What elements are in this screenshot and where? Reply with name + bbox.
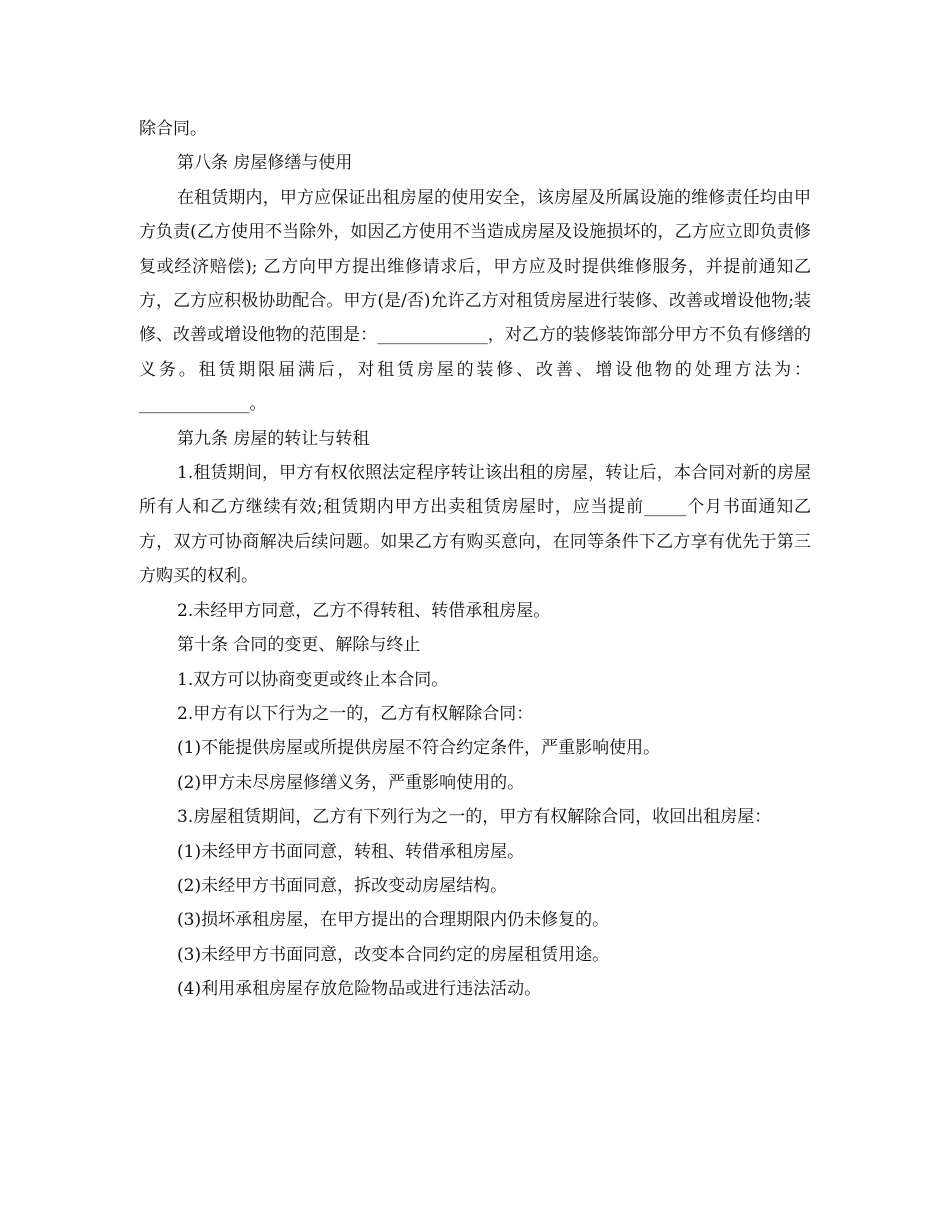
- paragraph-4: 第九条 房屋的转让与转租: [177, 428, 370, 449]
- paragraph-11: (2)甲方未尽房屋修缮义务，严重影响使用的。: [177, 772, 525, 793]
- paragraph-2: 第八条 房屋修缮与使用: [177, 153, 353, 174]
- paragraph-13: (1)未经甲方书面同意，转租、转借承租房屋。: [177, 841, 525, 862]
- paragraph-12: 3.房屋租赁期间，乙方有下列行为之一的，甲方有权解除合同，收回出租房屋：: [177, 807, 772, 828]
- paragraph-3: 在租赁期内，甲方应保证出租房屋的使用安全，该房屋及所属设施的维修责任均由甲方负责(乙方使用不当除外，如因乙方使用不当造成房屋及设施损坏的，乙方应立即负责修复或经济赔偿); 乙方向甲方提出维修请求后，甲方应及时提供维修服务，并提前通知乙方，乙方应积极协助配合。甲方(是/否)允许乙方对租赁房屋进行装修、改善或增设他物;装修、改善或增设他物的范围是：_____________，对乙方的装修装饰部分甲方不负有修缮的义务。租赁期限届满后，对租赁房屋的装修、改善、增设他物的处理方法为：_____________。: [139, 187, 811, 415]
- paragraph-6: 2.未经甲方同意，乙方不得转租、转借承租房屋。: [177, 600, 551, 621]
- paragraph-5: 1.租赁期间，甲方有权依照法定程序转让该出租的房屋，转让后，本合同对新的房屋所有人和乙方继续有效;租赁期内甲方出卖租赁房屋时，应当提前_____个月书面通知乙方，双方可协商解决后续问题。如果乙方有购买意向，在同等条件下乙方享有优先于第三方购买的权利。: [139, 463, 811, 587]
- paragraph-15: (3)损坏承租房屋，在甲方提出的合理期限内仍未修复的。: [177, 910, 610, 931]
- paragraph-16: (3)未经甲方书面同意，改变本合同约定的房屋租赁用途。: [177, 944, 610, 965]
- paragraph-14: (2)未经甲方书面同意，拆改变动房屋结构。: [177, 875, 508, 896]
- paragraph-7: 第十条 合同的变更、解除与终止: [177, 635, 421, 656]
- paragraph-9: 2.甲方有以下行为之一的，乙方有权解除合同：: [177, 703, 534, 724]
- document-body: [139, 112, 811, 1007]
- paragraph-8: 1.双方可以协商变更或终止本合同。: [177, 669, 449, 690]
- paragraph-10: (1)不能提供房屋或所提供房屋不符合约定条件，严重影响使用。: [177, 738, 661, 759]
- paragraph-1: 除合同。: [139, 119, 207, 139]
- paragraph-17: (4)利用承租房屋存放危险物品或进行违法活动。: [177, 979, 542, 1000]
